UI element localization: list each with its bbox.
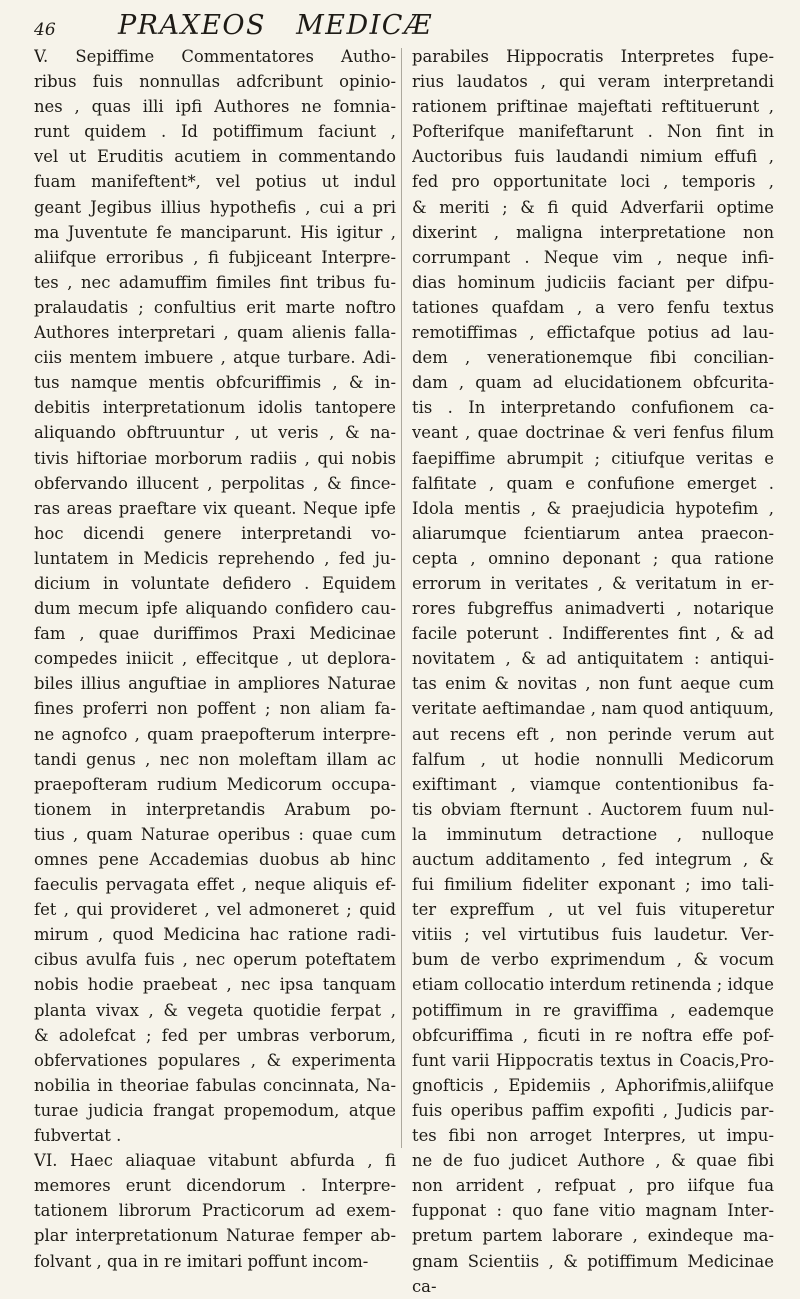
- text-line: tas enim & novitas , non funt aeque cum: [412, 674, 774, 694]
- text-line: bum de verbo exprimendum , & vocum: [412, 950, 774, 970]
- text-line: fuam manifeftent*, vel potius ut indul: [34, 172, 396, 192]
- text-line: faeculis pervagata effet , neque aliquis ef-: [34, 875, 396, 895]
- text-line: ras areas praeftare vix queant. Neque ipfe: [34, 498, 396, 518]
- text-line: dicium in voluntate defidero . Equidem: [34, 573, 396, 593]
- text-line: Authores interpretari , quam alienis falla-: [34, 323, 396, 343]
- text-line: ca-: [412, 1276, 437, 1296]
- text-line: rationem priftinae majeftati reftituerunt ,: [412, 97, 774, 117]
- page-number: 46: [34, 20, 56, 40]
- text-line: vitiis ; vel virtutibus fuis laudetur. Ver-: [412, 925, 774, 945]
- running-title: PRAXEOS MEDICÆ: [118, 10, 433, 41]
- text-line: ribus fuis nonnullas adfcribunt opinio-: [34, 72, 396, 92]
- text-line: & meriti ; & fi quid Adverfarii optime: [412, 197, 774, 217]
- page-header: [22, 8, 780, 44]
- text-line: hoc dicendi genere interpretandi vo-: [34, 523, 396, 543]
- text-line: veritate aeftimandae , nam quod antiquum,: [412, 699, 774, 719]
- text-line: tes fibi non arroget Interpres, ut impu-: [412, 1126, 774, 1146]
- text-line: mirum , quod Medicina hac ratione radi-: [34, 925, 396, 945]
- text-line: Idola mentis , & praejudicia hypotefim ,: [412, 498, 774, 518]
- text-line: obfcuriffima , ficuti in re noftra effe pof-: [412, 1025, 774, 1045]
- right-text-column: [412, 44, 774, 1299]
- text-line: la imminutum detractione , nulloque: [412, 824, 774, 844]
- text-line: VI. Haec aliaquae vitabunt abfurda , fi: [34, 1151, 396, 1171]
- text-line: tivis hiftoriae morborum radiis , qui nobis: [34, 448, 396, 468]
- text-line: potiffimum in re graviffima , eademque: [412, 1000, 774, 1020]
- text-line: ciis mentem imbuere , atque turbare. Adi-: [34, 348, 396, 368]
- text-line: geant Jegibus illius hypothefis , cui a pri: [34, 197, 396, 217]
- text-line: dem , venerationemque fibi concilian-: [412, 348, 774, 368]
- text-line: ne agnofco , quam praepofterum interpre-: [34, 724, 396, 744]
- text-line: tus namque mentis obfcuriffimis , & in-: [34, 373, 396, 393]
- text-line: obfervando illucent , perpolitas , & fince-: [34, 473, 396, 493]
- text-line: dias hominum judiciis faciant per difpu-: [412, 272, 774, 292]
- text-line: compedes iniicit , effecitque , ut deplora-: [34, 649, 396, 669]
- text-line: nes , quas illi ipfi Authores ne fomnia-: [34, 97, 396, 117]
- text-line: biles illius anguftiae in ampliores Naturae: [34, 674, 396, 694]
- text-line: debitis interpretationum idolis tantopere: [34, 398, 396, 418]
- text-line: remotiffimas , effictafque potius ad lau-: [412, 323, 774, 343]
- text-line: V. Sepiffime Commentatores Autho-: [34, 47, 396, 66]
- text-line: cepta , omnino deponant ; qua ratione: [412, 548, 774, 568]
- text-line: omnes pene Accademias duobus ab hinc: [34, 850, 396, 869]
- text-line: planta vivax , & vegeta quotidie ferpat ,: [34, 1000, 396, 1020]
- text-line: aliifque erroribus , fi fubjiceant Interpre-: [34, 247, 396, 267]
- text-line: etiam collocatio interdum retinenda ; idque: [412, 975, 774, 995]
- text-line: funt varii Hippocratis textus in Coacis,Pro-: [412, 1050, 774, 1070]
- text-line: & adolefcat ; fed per umbras verborum,: [34, 1025, 396, 1045]
- text-line: falfum , ut hodie nonnulli Medicorum: [412, 749, 774, 769]
- text-line: tandi genus , nec non moleftam illam ac: [34, 749, 396, 769]
- text-line: fupponat : quo fane vitio magnam Inter-: [412, 1201, 774, 1221]
- text-line: ter expreffum , ut vel fuis vituperetur: [412, 900, 774, 920]
- text-line: obfervationes populares , & experimenta: [34, 1050, 396, 1070]
- column-divider: [401, 48, 402, 1148]
- text-line: faepiffime abrumpit ; citiufque veritas e: [412, 448, 774, 468]
- text-line: pretum partem laborare , exindeque ma-: [412, 1226, 774, 1246]
- text-line: fet , qui provideret , vel admoneret ; quid: [34, 900, 396, 920]
- text-line: Auctoribus fuis laudandi nimium effufi ,: [412, 147, 774, 167]
- text-line: novitatem , & ad antiquitatem : antiqui-: [412, 649, 774, 669]
- text-line: gnofticis , Epidemiis , Aphorifmis,aliifque: [412, 1075, 774, 1095]
- text-line: non arrident , refpuat , pro iifque fua: [412, 1176, 774, 1196]
- text-line: ne de fuo judicet Authore , & quae fibi: [412, 1151, 774, 1171]
- text-line: gnam Scientiis , & potiffimum Medicinae: [412, 1251, 774, 1271]
- text-line: vel ut Eruditis acutiem in commentando: [34, 147, 396, 167]
- text-line: fed pro opportunitate loci , temporis ,: [412, 172, 774, 192]
- text-line: dixerint , maligna interpretatione non: [412, 222, 774, 242]
- text-line: dum mecum ipfe aliquando confidero cau-: [34, 599, 396, 619]
- text-line: runt quidem . Id potiffimum faciunt ,: [34, 122, 396, 142]
- text-line: praepofteram rudium Medicorum occupa-: [34, 774, 396, 794]
- text-line: fuis operibus paffim expofiti , Judicis par-: [412, 1100, 774, 1120]
- text-line: folvant , qua in re imitari poffunt incom-: [34, 1251, 369, 1271]
- text-line: errorum in veritates , & veritatum in er-: [412, 573, 774, 593]
- text-line: aut recens eft , non perinde verum aut: [412, 724, 774, 744]
- text-line: nobis hodie praebeat , nec ipsa tanquam: [34, 975, 396, 995]
- text-line: tionem in interpretandis Arabum po-: [34, 799, 396, 819]
- text-line: fui fimilium fideliter exponant ; imo tali-: [412, 875, 774, 895]
- text-line: luntatem in Medicis reprehendo , fed ju-: [34, 548, 396, 568]
- text-line: tis . In interpretando confufionem ca-: [412, 398, 774, 418]
- text-line: tius , quam Naturae operibus : quae cum: [34, 824, 396, 844]
- text-line: rius laudatos , qui veram interpretandi: [412, 72, 774, 92]
- text-line: corrumpant . Neque vim , neque infi-: [412, 247, 774, 267]
- text-line: tationes quafdam , a vero fenfu textus: [412, 297, 774, 317]
- text-line: memores erunt dicendorum . Interpre-: [34, 1176, 396, 1196]
- text-line: rores fubgreffus animadverti , notarique: [412, 599, 774, 619]
- text-line: fam , quae duriffimos Praxi Medicinae: [34, 624, 396, 644]
- text-line: aliarumque fcientiarum antea praecon-: [412, 523, 774, 543]
- text-line: auctum additamento , fed integrum , &: [412, 850, 774, 869]
- text-line: fines proferri non poffent ; non aliam fa-: [34, 699, 396, 719]
- left-text-column: [34, 44, 396, 1274]
- text-line: tationem librorum Practicorum ad exem-: [34, 1201, 396, 1221]
- text-line: veant , quae doctrinae & veri fenfus filum: [412, 423, 774, 443]
- text-line: fubvertat .: [34, 1126, 122, 1146]
- text-line: facile poterunt . Indifferentes fint , & ad: [412, 624, 774, 644]
- text-line: exiftimant , viamque contentionibus fa-: [412, 774, 774, 794]
- text-line: tis obviam fternunt . Auctorem fuum nul-: [412, 799, 774, 819]
- text-line: ma Juventute fe manciparunt. His igitur ,: [34, 222, 396, 242]
- text-line: tes , nec adamuffim fimiles fint tribus fu-: [34, 272, 396, 292]
- text-line: turae judicia frangat propemodum, atque: [34, 1100, 396, 1120]
- text-line: cibus avulfa fuis , nec operum poteftatem: [34, 950, 396, 970]
- text-line: nobilia in theoriae fabulas concinnata, Na-: [34, 1075, 396, 1095]
- text-line: plar interpretationum Naturae femper ab-: [34, 1226, 396, 1246]
- text-line: dam , quam ad elucidationem obfcurita-: [412, 373, 774, 393]
- text-line: pralaudatis ; confultius erit marte noftro: [34, 297, 396, 317]
- text-line: falfitate , quam e confufione emerget .: [412, 473, 774, 493]
- text-line: Pofterifque manifeftarunt . Non fint in: [412, 122, 774, 142]
- text-line: parabiles Hippocratis Interpretes fupe-: [412, 47, 774, 66]
- text-line: aliquando obftruuntur , ut veris , & na-: [34, 423, 396, 443]
